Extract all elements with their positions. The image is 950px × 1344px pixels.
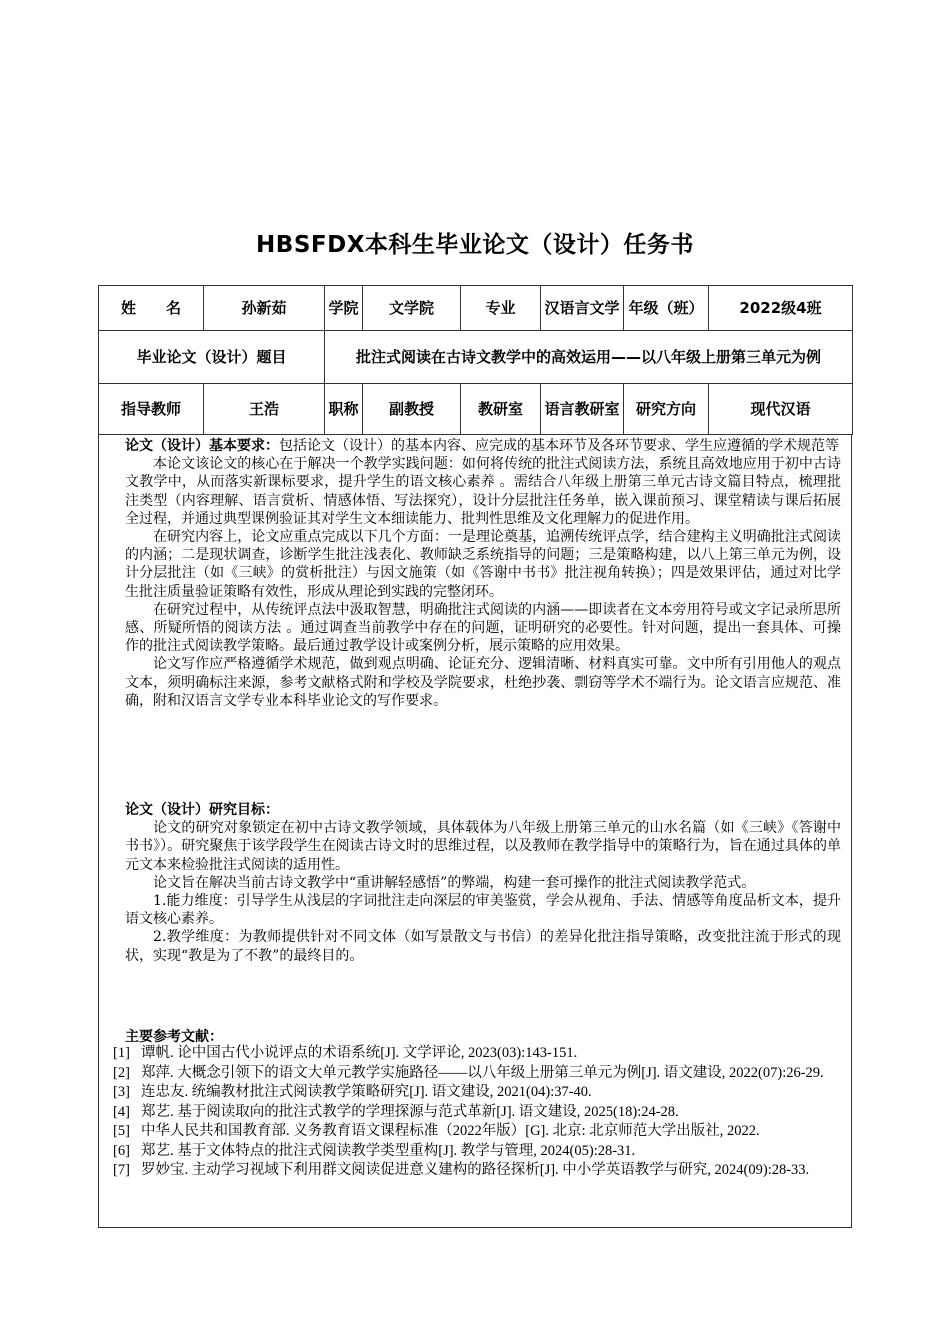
topic-value: 批注式阅读在古诗文教学中的高效运用——以八年级上册第三单元为例 [325, 331, 853, 384]
reference-number: [2] [113, 1064, 130, 1081]
title-label: 职称 [325, 384, 363, 435]
requirements-paragraph: 在研究过程中，从传统评点法中汲取智慧，明确批注式阅读的内涵——即读者在文本旁用符号或文字记录所思所感、所疑所悟的阅读方法 。通过调查当前教学中存在的问题，证明研究的必要性。针对问题，提出一套具体、可操作的批注式阅读教学策略。最后通过教学设计或案例分析，展示策略的应用效果。 [125, 601, 841, 655]
requirements-paragraph: 论文写作应严格遵循学术规范，做到观点明确、论证充分、逻辑清晰、材料真实可靠。文中所有引用他人的观点文本，须明确标注来源，参考文献格式附和学校及学院要求，杜绝抄袭、剽窃等学术不端行为。论文语言应规范、准确，附和汉语言文学专业本科毕业论文的写作要求。 [125, 656, 841, 709]
objectives-paragraph: 1.能力维度：引导学生从浅层的字词批注走向深层的审美鉴赏，学会从视角、手法、情感等角度品析文本，提升语文核心素养。 [125, 893, 841, 928]
reference-item [113, 1064, 845, 1084]
reference-number: [5] [113, 1123, 130, 1139]
references-heading: 主要参考文献： [125, 1029, 223, 1045]
reference-text: 郑艺. 基于阅读取向的批注式教学的学理探源与范式革新[J]. 语文建设, 2025(18):24-28. [141, 1103, 679, 1120]
advisor-value: 王浩 [204, 384, 325, 435]
college-value: 文学院 [363, 286, 461, 331]
requirements-heading-line [125, 437, 841, 455]
info-table [98, 285, 853, 435]
name-value: 孙新茹 [204, 286, 325, 331]
reference-number: [1] [113, 1045, 130, 1061]
requirements-heading: 论文（设计）基本要求： [125, 438, 279, 454]
reference-text: 郑艺. 基于文体特点的批注式阅读教学类型重构[J]. 教学与管理, 2024(05):28-31. [141, 1142, 636, 1159]
office-label: 教研室 [461, 384, 541, 435]
reference-item [113, 1122, 845, 1142]
objectives-section [125, 801, 841, 965]
reference-item [113, 1103, 845, 1123]
reference-number: [7] [113, 1162, 130, 1178]
objectives-paragraph: 论文的研究对象锁定在初中古诗文教学领域，具体载体为八年级上册第三单元的山水名篇（如《三峡》《答谢中书书》）。研究聚焦于该学段学生在阅读古诗文时的思维过程，以及教师在教学指导中的策略行为，旨在通过具体的单元文本来检验批注式阅读的适用性。 [125, 820, 841, 873]
requirements-paragraph: 本论文该论文的核心在于解决一个教学实践问题：如何将传统的批注式阅读方法，系统且高效地应用于初中古诗文教学中，从而落实新课标要求，提升学生的语文核心素养 。需结合八年级上册第三单元古诗文篇目特点，梳理批注类型（内容理解、语言赏析、情感体悟、写法探究），设计分层批注任务单，嵌入课前预习、课堂精读与课后拓展全过程，并通过典型课例验证其对学生文本细读能力、批判性思维及文化理解力的促进作用。 [125, 456, 841, 527]
direction-value: 现代汉语 [709, 384, 853, 435]
name-label: 姓 名 [99, 286, 204, 331]
document-title: HBSFDX本科生毕业论文（设计）任务书 [256, 232, 694, 258]
reference-number: [6] [113, 1142, 130, 1159]
reference-text: 谭帆. 论中国古代小说评点的术语系统[J]. 文学评论, 2023(03):143-151. [141, 1045, 578, 1061]
requirements-section [125, 437, 841, 710]
requirements-paragraph: 在研究内容上，论文应重点完成以下几个方面：一是理论奠基，追溯传统评点学，结合建构主义明确批注式阅读的内涵；二是现状调查，诊断学生批注浅表化、教师缺乏系统指导的问题；三是策略构建，以八上第三单元为例，设计分层批注（如《三峡》的赏析批注）与因文施策（如《答谢中书书》批注视角转换）；四是效果评估，通过对比学生批注质量验证策略有效性，形成从理论到实践的完整闭环。 [125, 529, 841, 600]
major-value: 汉语言文学 [541, 286, 624, 331]
advisor-label: 指导教师 [99, 384, 204, 435]
direction-label: 研究方向 [624, 384, 709, 435]
objectives-paragraph: 2.教学维度：为教师提供针对不同文体（如写景散文与书信）的差异化批注指导策略，改变批注流于形式的现状，实现“教是为了不教”的最终目的。 [125, 929, 841, 964]
reference-number: [3] [113, 1084, 130, 1100]
title-value: 副教授 [363, 384, 461, 435]
college-label: 学院 [325, 286, 363, 331]
major-label: 专业 [461, 286, 541, 331]
reference-number: [4] [113, 1103, 130, 1120]
topic-label: 毕业论文（设计）题目 [99, 331, 325, 384]
reference-text: 连忠友. 统编教材批注式阅读教学策略研究[J]. 语文建设, 2021(04):37-40. [141, 1084, 592, 1100]
requirements-heading-tail: 包括论文（设计）的基本内容、应完成的基本环节及各环节要求、学生应遵循的学术规范等 [279, 438, 839, 454]
reference-item [113, 1142, 845, 1162]
office-value: 语言教研室 [541, 384, 624, 435]
info-row-student [99, 286, 853, 331]
objectives-heading: 论文（设计）研究目标： [125, 802, 279, 818]
content-box [98, 434, 852, 1228]
reference-text: 郑萍. 大概念引领下的语文大单元教学实施路径——以八年级上册第三单元为例[J]. 语文建设, 2022(07):26-29. [141, 1064, 824, 1081]
reference-text: 罗妙宝. 主动学习视域下利用群文阅读促进意义建构的路径探析[J]. 中小学英语教学与研究, 2024(09):28-33. [141, 1162, 810, 1178]
reference-item [113, 1083, 845, 1103]
grade-label: 年级（班） [624, 286, 709, 331]
info-row-topic [99, 331, 853, 384]
reference-text: 中华人民共和国教育部. 义务教育语文课程标准（2022年版）[G]. 北京: 北京师范大学出版社, 2022. [141, 1123, 760, 1139]
objectives-paragraph: 论文旨在解决当前古诗文教学中“重讲解轻感悟”的弊端，构建一套可操作的批注式阅读教学范式。 [153, 874, 756, 891]
reference-item [113, 1044, 845, 1064]
references-list [113, 1044, 845, 1181]
grade-value: 2022级4班 [709, 286, 853, 331]
info-row-advisor [99, 384, 853, 435]
reference-item [113, 1161, 845, 1181]
